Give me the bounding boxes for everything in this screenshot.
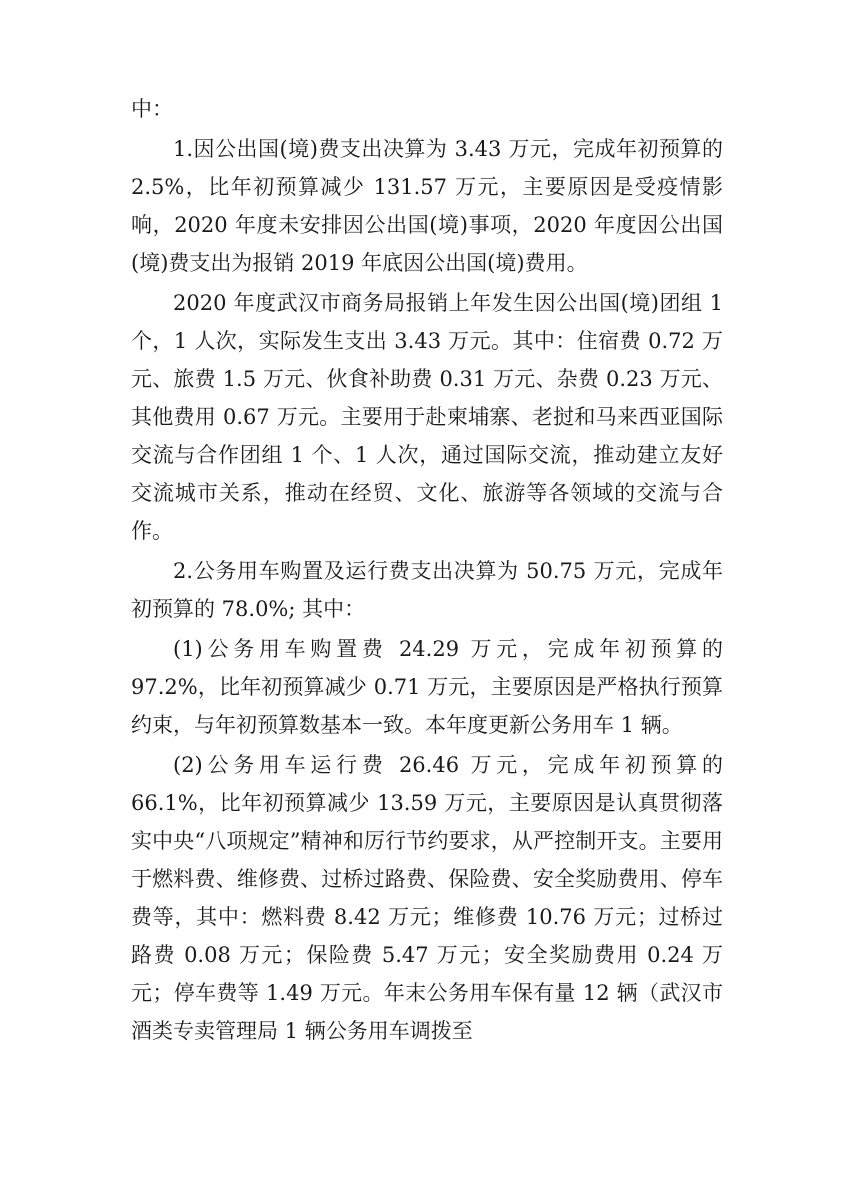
paragraph-continuation: 中： bbox=[131, 97, 173, 121]
paragraph-overseas-detail: 2020 年度武汉市商务局报销上年发生因公出国(境)团组 1 个，1 人次，实际发生支出 3.43 万元。其中：住宿费 0.72 万元、旅费 1.5 万元、伙食补助费 0.31 万元、杂费 0.23 万元、其他费用 0.67 万元。主要用于赴柬埔寨、老挝和马来西亚国际交流与合作团组 1 个、1 人次，通过国际交流，推动建立友好交流城市关系，推动在经贸、文化、旅游等各领域的交流与合作。 bbox=[131, 291, 723, 543]
paragraph-overseas-expense: 1.因公出国(境)费支出决算为 3.43 万元，完成年初预算的 2.5%，比年初预算减少 131.57 万元，主要原因是受疫情影响，2020 年度未安排因公出国(境)事项，2020 年度因公出国(境)费支出为报销 2019 年底因公出国(境)费用。 bbox=[131, 137, 723, 275]
body-text bbox=[131, 90, 723, 1050]
paragraph-vehicle-operation: (2)公务用车运行费 26.46 万元，完成年初预算的 66.1%，比年初预算减少 13.59 万元，主要原因是认真贯彻落实中央“八项规定”精神和厉行节约要求，从严控制开支。主要用于燃料费、维修费、过桥过路费、保险费、安全奖励费用、停车费等，其中：燃料费 8.42 万元；维修费 10.76 万元；过桥过路费 0.08 万元；保险费 5.47 万元；安全奖励费用 0.24 万元；停车费等 1.49 万元。年末公务用车保有量 12 辆（武汉市酒类专卖管理局 1 辆公务用车调拨至 bbox=[131, 753, 723, 1043]
paragraph-vehicle-purchase: (1)公务用车购置费 24.29 万元，完成年初预算的 97.2%，比年初预算减少 0.71 万元，主要原因是严格执行预算约束，与年初预算数基本一致。本年度更新公务用车 1 辆。 bbox=[131, 637, 723, 737]
paragraph-vehicle-expense: 2.公务用车购置及运行费支出决算为 50.75 万元，完成年初预算的 78.0%; 其中： bbox=[131, 559, 723, 621]
